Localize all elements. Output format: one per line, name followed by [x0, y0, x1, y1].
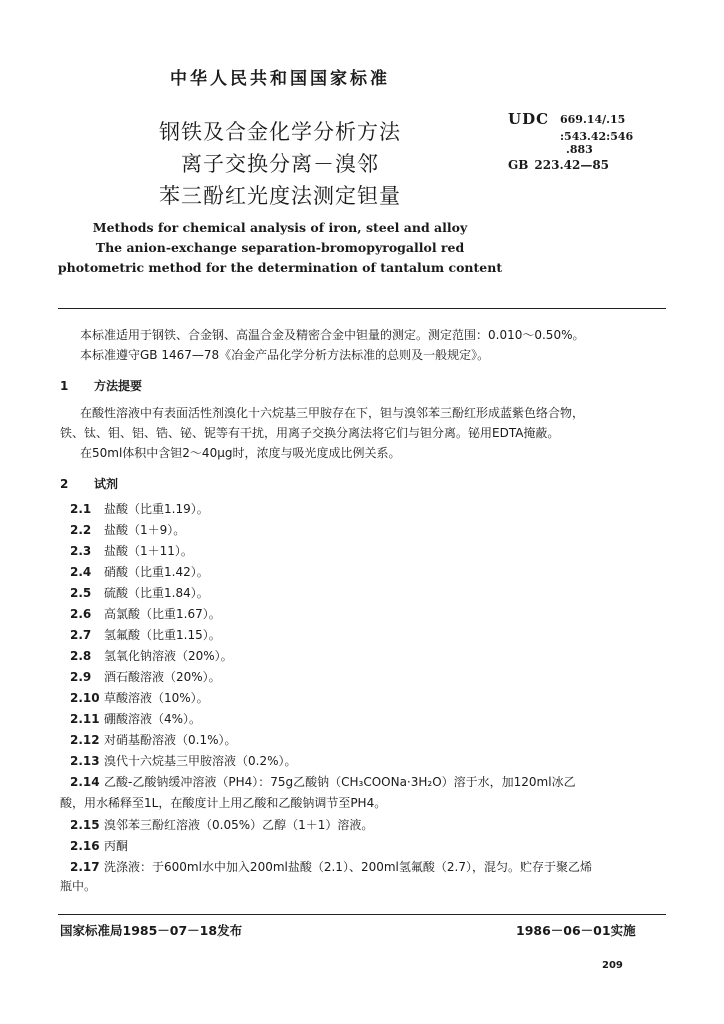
- section-1-paragraph-1-line-1: 在酸性溶液中有表面活性剂溴化十六烷基三甲胺存在下，钽与溴邻苯三酚红形成蓝紫色络合物，: [80, 406, 585, 420]
- udc-code-sub-1: :543.42:546: [560, 130, 634, 143]
- reagent-item: 2.10 草酸溶液（10%）。: [70, 691, 209, 705]
- section-2-number: 2: [60, 477, 69, 491]
- chinese-title-line-3: 苯三酚红光度法测定钽量: [159, 184, 401, 208]
- reagent-item: 2.8 氢氧化钠溶液（20%）。: [70, 649, 233, 663]
- page-number: 209: [602, 960, 623, 971]
- reagent-item-2-14-continuation: 酸，用水稀释至1L，在酸度计上用乙酸和乙酸钠调节至PH4。: [60, 796, 387, 810]
- issue-date: 国家标准局1985－07－18发布: [60, 923, 243, 938]
- reagent-item: 2.9 酒石酸溶液（20%）。: [70, 670, 221, 684]
- udc-label: UDC: [508, 110, 550, 128]
- intro-paragraph-2: 本标准遵守GB 1467—78《冶金产品化学分析方法标准的总则及一般规定》。: [80, 348, 490, 362]
- reagent-item: 2.4 硝酸（比重1.42）。: [70, 565, 209, 579]
- chinese-title-line-2: 离子交换分离－溴邻: [181, 152, 379, 176]
- reagent-item: 2.11 硼酸溶液（4%）。: [70, 712, 202, 726]
- standard-name: 中华人民共和国国家标准: [170, 69, 390, 89]
- reagent-item-2-14: 2.14 乙酸-乙酸钠缓冲溶液（PH4）：75g乙酸钠（CH₃COONa·3H₂O）溶于水，加120ml冰乙: [70, 775, 576, 789]
- bottom-rule: [58, 914, 666, 915]
- reagent-item: 2.13 溴代十六烷基三甲胺溶液（0.2%）。: [70, 754, 297, 768]
- classification-block: [508, 110, 668, 172]
- reagent-item-2-17-continuation: 瓶中。: [60, 879, 97, 893]
- reagent-item: 2.5 硫酸（比重1.84）。: [70, 586, 209, 600]
- reagent-item: 2.12 对硝基酚溶液（0.1%）。: [70, 733, 237, 747]
- reagent-item: 2.6 高氯酸（比重1.67）。: [70, 607, 221, 621]
- chinese-title-line-1: 钢铁及合金化学分析方法: [159, 120, 401, 144]
- reagent-item-2-16: 2.16 丙酮: [70, 839, 129, 853]
- english-title-line-1: Methods for chemical analysis of iron, steel and alloy: [92, 220, 468, 235]
- effective-date: 1986－06－01实施: [516, 923, 636, 938]
- reagent-item: 2.1 盐酸（比重1.19）。: [70, 502, 209, 516]
- gb-number: 223.42—85: [534, 158, 610, 172]
- section-1-paragraph-1-line-2: 铁、钛、钼、铝、锆、铋、铌等有干扰，用离子交换分离法将它们与钽分离。铋用EDTA掩蔽。: [60, 426, 560, 440]
- gb-number-line: [508, 158, 615, 172]
- section-1-paragraph-2: 在50ml体积中含钽2～40μg时，浓度与吸光度成比例关系。: [80, 446, 401, 460]
- section-2-title: 试剂: [94, 477, 119, 491]
- section-1-title: 方法提要: [94, 379, 143, 393]
- section-1-heading: [60, 377, 142, 394]
- reagent-item-2-15: 2.15 溴邻苯三酚红溶液（0.05%）乙醇（1＋1）溶液。: [70, 818, 374, 832]
- reagent-item: 2.7 氢氟酸（比重1.15）。: [70, 628, 221, 642]
- english-title-line-3: photometric method for the determination of tantalum content: [57, 260, 503, 275]
- english-title-line-2: The anion-exchange separation-bromopyrogallol red: [95, 240, 465, 255]
- udc-code: 669.14/.15: [560, 113, 626, 126]
- gb-label: GB: [508, 158, 529, 172]
- intro-paragraph-1: 本标准适用于钢铁、合金钢、高温合金及精密合金中钽量的测定。测定范围：0.010～0.50%。: [80, 328, 585, 342]
- udc-code-sub-2: .883: [566, 143, 593, 156]
- section-2-heading: [60, 475, 118, 492]
- top-rule: [58, 308, 666, 309]
- reagent-item: 2.2 盐酸（1＋9）。: [70, 523, 186, 537]
- reagent-item: 2.3 盐酸（1＋11）。: [70, 544, 193, 558]
- reagent-item-2-17: 2.17 洗涤液：于600ml水中加入200ml盐酸（2.1）、200ml氢氟酸（2.7），混匀。贮存于聚乙烯: [70, 860, 592, 874]
- section-1-number: 1: [60, 379, 69, 393]
